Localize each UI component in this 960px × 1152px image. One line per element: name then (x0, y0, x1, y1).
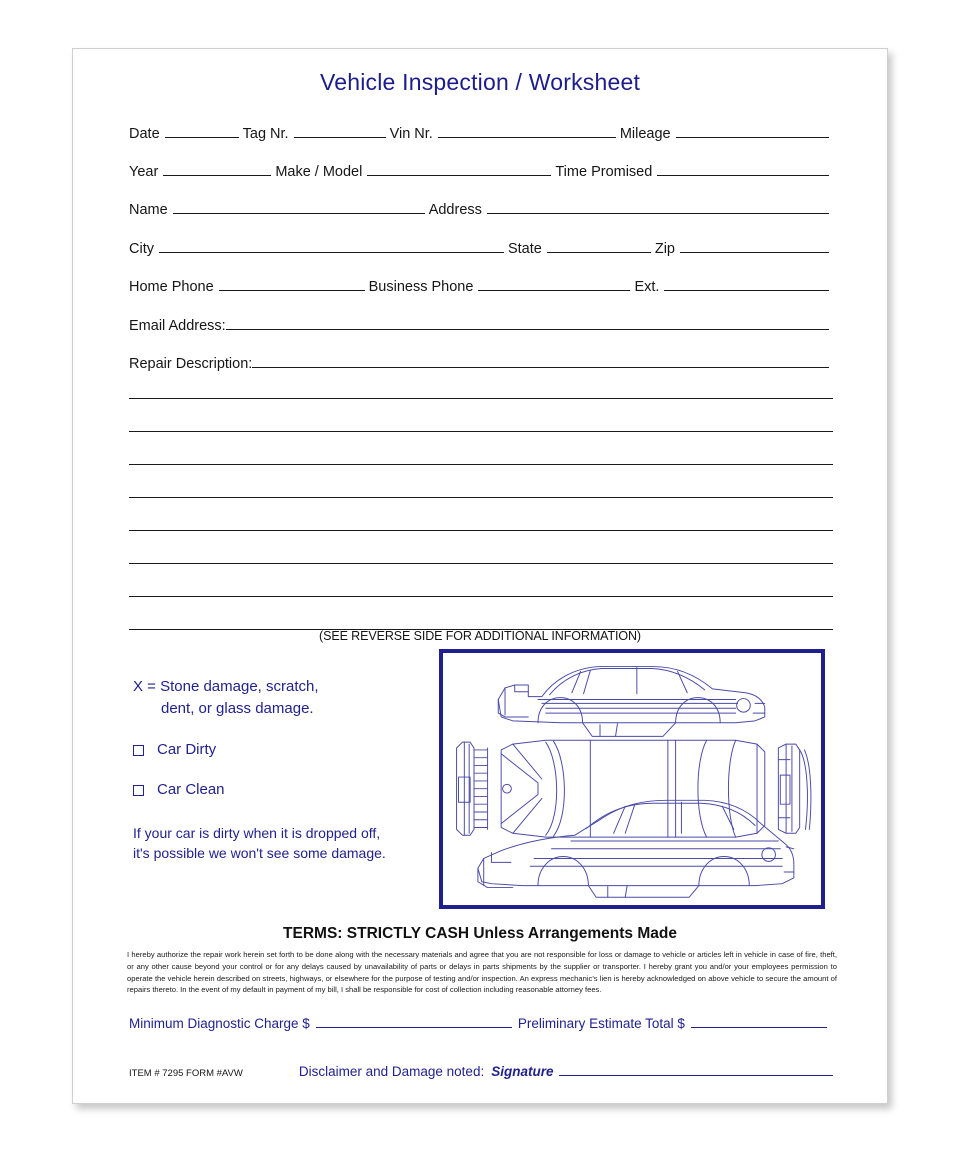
label-year: Year (129, 164, 159, 180)
checkbox-icon-car-clean[interactable] (133, 785, 144, 796)
label-mileage: Mileage (619, 126, 671, 142)
label-ext: Ext. (634, 279, 660, 295)
input-minimum-diagnostic-charge[interactable] (316, 1014, 512, 1028)
label-zip: Zip (654, 241, 675, 257)
legend-footnote-line-1: If your car is dirty when it is dropped off, (133, 825, 381, 841)
input-signature[interactable] (559, 1063, 833, 1076)
blank-line[interactable] (129, 497, 833, 498)
input-zip[interactable] (680, 238, 829, 253)
checkbox-icon-car-dirty[interactable] (133, 745, 144, 756)
legend-line-2: dent, or glass damage. (161, 700, 314, 718)
terms-heading: TERMS: STRICTLY CASH Unless Arrangements Made (283, 925, 677, 942)
label-preliminary-estimate-total: Preliminary Estimate Total $ (517, 1016, 685, 1031)
input-email-address[interactable] (226, 315, 829, 330)
row-year (129, 161, 833, 183)
label-state: State (507, 241, 542, 257)
blank-line[interactable] (129, 530, 833, 531)
input-preliminary-estimate-total[interactable] (691, 1014, 827, 1028)
label-make-model: Make / Model (275, 164, 363, 180)
legend-line-1: X = Stone damage, scratch, (133, 678, 319, 695)
diagram-view-rear-end (778, 744, 811, 833)
blank-line[interactable] (129, 596, 833, 597)
input-business-phone[interactable] (478, 276, 630, 291)
blank-line[interactable] (129, 464, 833, 465)
diagram-view-side-profile (478, 800, 794, 897)
label-disclaimer: Disclaimer and Damage noted: (298, 1064, 485, 1079)
label-signature: Signature (491, 1064, 554, 1079)
row-phone (129, 276, 833, 298)
input-home-phone[interactable] (219, 276, 365, 291)
input-repair-description[interactable] (252, 353, 829, 368)
input-address[interactable] (487, 199, 829, 214)
legend-footnote-line-2: it's possible we won't see some damage. (133, 844, 386, 861)
input-time-promised[interactable] (657, 161, 829, 176)
diagram-view-overhead (501, 740, 765, 837)
page-footer (129, 1063, 833, 1079)
label-minimum-diagnostic-charge: Minimum Diagnostic Charge $ (129, 1016, 310, 1031)
page-title: Vehicle Inspection / Worksheet (319, 69, 641, 95)
label-vin-nr: Vin Nr. (389, 126, 433, 142)
row-date (129, 123, 833, 145)
input-make-model[interactable] (367, 161, 551, 176)
row-email (129, 315, 833, 337)
diagram-view-top (498, 667, 765, 737)
form-page (72, 48, 888, 1104)
label-city: City (129, 241, 154, 257)
label-email-address: Email Address: (129, 318, 226, 334)
label-home-phone: Home Phone (129, 279, 214, 295)
input-name[interactable] (173, 199, 425, 214)
blank-line[interactable] (129, 563, 833, 564)
checkbox-label-car-clean: Car Clean (157, 780, 225, 798)
input-state[interactable] (547, 238, 651, 253)
blank-line[interactable] (129, 398, 833, 399)
input-tag-nr[interactable] (294, 123, 386, 138)
row-repair-description (129, 353, 833, 375)
input-city[interactable] (159, 238, 504, 253)
item-form-number: ITEM # 7295 FORM #AVW (129, 1068, 243, 1079)
blank-line[interactable] (129, 431, 833, 432)
input-vin-nr[interactable] (438, 123, 616, 138)
input-mileage[interactable] (676, 123, 829, 138)
terms-body: I hereby authorize the repair work herein set forth to be done along with the necessary materials and agree that you are not responsible for loss or damage to vehicle or articles left in vehicle in case of fire, theft, or any other cause beyond your control or for any delays caused by unavailability of parts or delays in parts shipments by the supplier or transporter. I hereby grant you and/or your employees permission to operate the vehicle herein described on streets, highways, or elsewhere for the purpose of testing and/or inspection. An express mechanic's lien is hereby acknowledged on above vehicle to secure the amount of repairs thereto. In the event of my default in payment of my bill, I shall be responsible for cost of collection including reasonable attorney fees. (127, 950, 837, 995)
car-damage-diagram[interactable] (439, 649, 825, 909)
reverse-side-note: (SEE REVERSE SIDE FOR ADDITIONAL INFORMATION) (319, 629, 641, 643)
label-repair-description: Repair Description: (129, 356, 253, 372)
diagram-view-front-end (457, 742, 488, 835)
damage-legend (133, 677, 433, 863)
input-date[interactable] (165, 123, 239, 138)
row-totals (129, 1014, 833, 1031)
label-name: Name (129, 202, 168, 218)
legend-footnote (133, 824, 433, 863)
input-year[interactable] (163, 161, 271, 176)
label-tag-nr: Tag Nr. (242, 126, 289, 142)
label-address: Address (428, 202, 482, 218)
input-ext[interactable] (664, 276, 829, 291)
checkbox-label-car-dirty: Car Dirty (157, 740, 217, 758)
checkbox-row-car-clean[interactable] (133, 780, 433, 800)
label-time-promised: Time Promised (555, 164, 653, 180)
label-business-phone: Business Phone (368, 279, 474, 295)
checkbox-row-car-dirty[interactable] (133, 740, 433, 760)
row-city (129, 238, 833, 260)
label-date: Date (129, 126, 160, 142)
row-name (129, 199, 833, 221)
